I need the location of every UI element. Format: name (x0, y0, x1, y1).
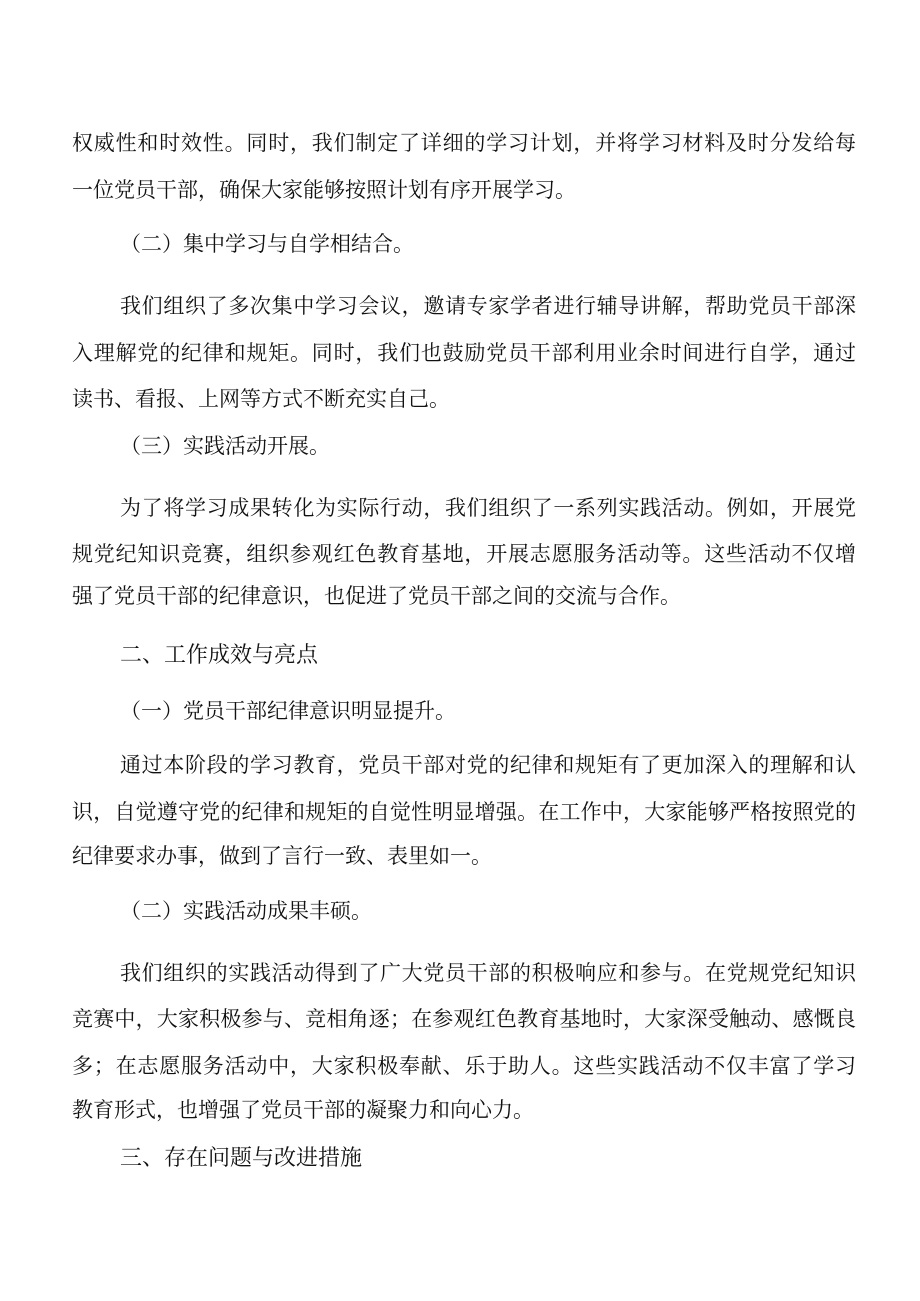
subheading: （二）集中学习与自学相结合。 (120, 232, 414, 256)
subheading: （一）党员干部纪律意识明显提升。 (120, 699, 456, 723)
section-heading: 二、工作成效与亮点 (120, 643, 319, 668)
subheading: （三）实践活动开展。 (120, 434, 330, 458)
paragraph-line: 通过本阶段的学习教育，党员干部对党的纪律和规矩有了更加深入的理解和认 (120, 753, 856, 777)
paragraph-line: 为了将学习成果转化为实际行动，我们组织了一系列实践活动。例如，开展党 (120, 496, 856, 520)
paragraph-line: 读书、看报、上网等方式不断充实自己。 (72, 387, 450, 411)
paragraph-line: 识，自觉遵守党的纪律和规矩的自觉性明显增强。在工作中，大家能够严格按照党的 (72, 800, 856, 824)
paragraph-line: 强了党员干部的纪律意识，也促进了党员干部之间的交流与合作。 (72, 584, 681, 608)
paragraph-line: 规党纪知识竞赛，组织参观红色教育基地，开展志愿服务活动等。这些活动不仅增 (72, 542, 856, 566)
paragraph-line: 我们组织了多次集中学习会议，邀请专家学者进行辅导讲解，帮助党员干部深 (120, 294, 856, 318)
paragraph-line: 教育形式，也增强了党员干部的凝聚力和向心力。 (72, 1098, 534, 1122)
paragraph-line: 竞赛中，大家积极参与、竞相角逐；在参观红色教育基地时，大家深受触动、感慨良 (72, 1007, 856, 1031)
paragraph-line: 我们组织的实践活动得到了广大党员干部的积极响应和参与。在党规党纪知识 (120, 961, 856, 985)
section-heading: 三、存在问题与改进措施 (120, 1146, 363, 1171)
paragraph-line: 一位党员干部，确保大家能够按照计划有序开展学习。 (72, 178, 576, 202)
subheading: （二）实践活动成果丰硕。 (120, 899, 372, 923)
paragraph-line: 入理解党的纪律和规矩。同时，我们也鼓励党员干部利用业余时间进行自学，通过 (72, 341, 856, 365)
paragraph-line: 纪律要求办事，做到了言行一致、表里如一。 (72, 844, 492, 868)
paragraph-line: 权威性和时效性。同时，我们制定了详细的学习计划，并将学习材料及时分发给每 (72, 131, 856, 155)
paragraph-line: 多；在志愿服务活动中，大家积极奉献、乐于助人。这些实践活动不仅丰富了学习 (72, 1054, 856, 1078)
